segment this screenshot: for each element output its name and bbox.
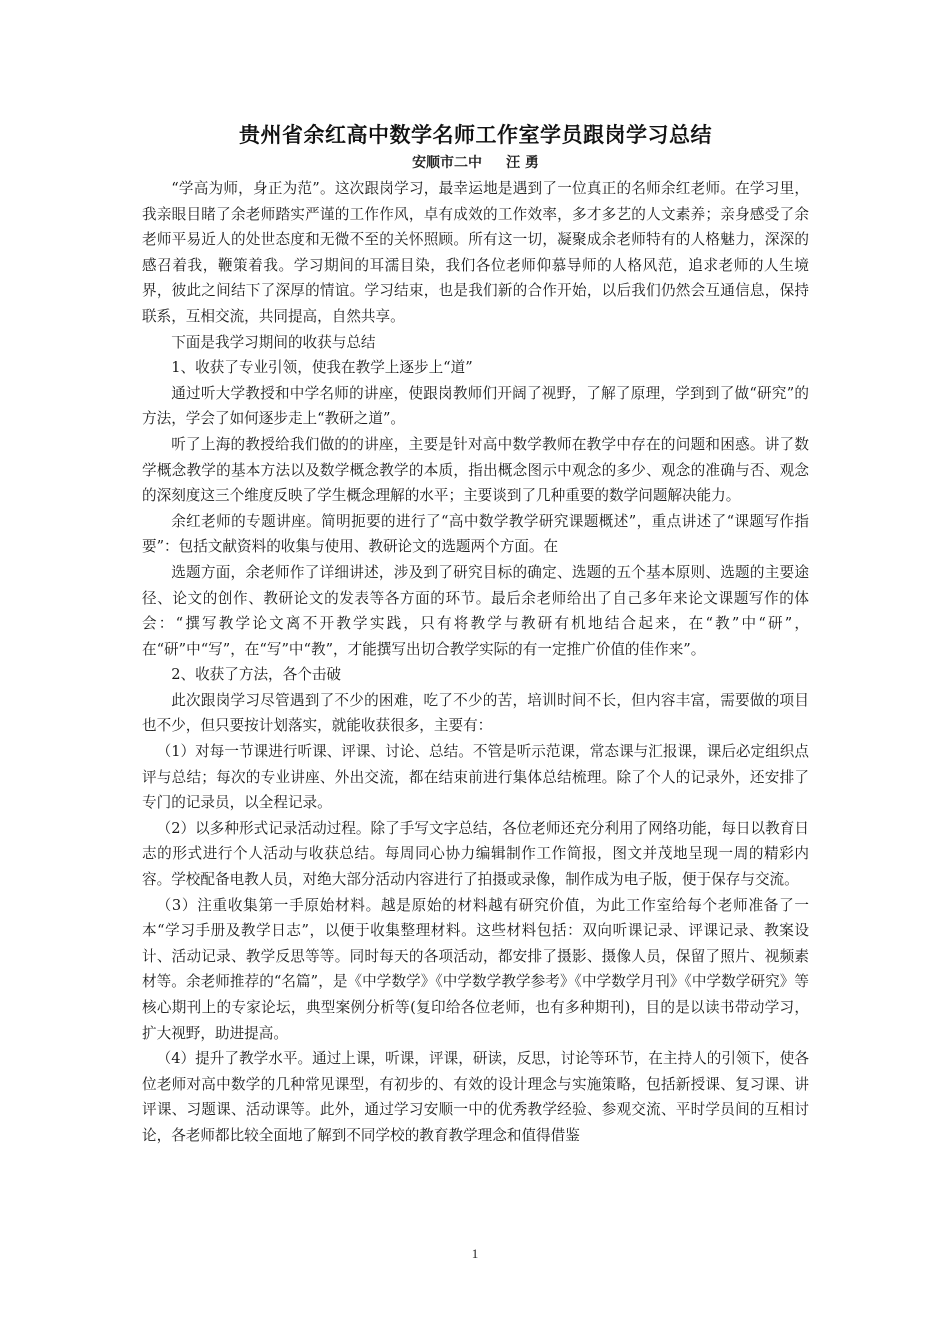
paragraph: 通过听大学教授和中学名师的讲座，使跟岗教师们开阔了视野，了解了原理，学到到了做“研究”的方法，学会了如何逐步走上“教研之道”。 xyxy=(142,384,809,428)
list-item: （3）注重收集第一手原始材料。越是原始的材料越有研究价值，为此工作室给每个老师准备了一本“学习手册及教学日志”，以便于收集整理材料。这些材料包括：双向听课记录、评课记录、教案设计、活动记录、教学反思等等。同时每天的各项活动，都安排了摄影、摄像人员，保留了照片、视频素材等。余老师推荐的“名篇”，是《中学数学》《中学数学教学参考》《中学数学月刊》《中学数学研究》等核心期刊上的专家论坛，典型案例分析等(复印给各位老师，也有多种期刊)，目的是以读书带动学习，扩大视野，助进提高。 xyxy=(142,896,809,1042)
document-body xyxy=(142,118,809,1149)
section-heading: 2、收获了方法，各个击破 xyxy=(171,666,342,684)
paragraph: 此次跟岗学习尽管遇到了不少的困难，吃了不少的苦，培训时间不长，但内容丰富，需要做的项目也不少，但只要按计划落实，就能收获很多，主要有： xyxy=(142,691,809,735)
page-number: 1 xyxy=(471,1246,479,1261)
paragraph: 选题方面，余老师作了详细讲述，涉及到了研究目标的确定、选题的五个基本原则、选题的主要途径、论文的创作、教研论文的发表等各方面的环节。最后余老师给出了自己多年来论文课题写作的体会：“撰写教学论文离不开教学实践，只有将教学与教研有机地结合起来，在“教”中“研”，在“研”中“写”，在“写”中“教”，才能撰写出切合教学实际的有一定推广价值的佳作来”。 xyxy=(142,563,809,658)
paragraph: “学高为师，身正为范”。这次跟岗学习，最幸运地是遇到了一位真正的名师余红老师。在学习里，我亲眼目睹了余老师踏实严谨的工作作风，卓有成效的工作效率，多才多艺的人文素养；亲身感受了余老师平易近人的处世态度和无微不至的关怀照顾。所有这一切，凝聚成余老师特有的人格魅力，深深的感召着我，鞭策着我。学习期间的耳濡目染，我们各位老师仰慕导师的人格风范，追求老师的人生境界，彼此之间结下了深厚的情谊。学习结束，也是我们新的合作开始，以后我们仍然会互通信息，保持联系，互相交流，共同提高，自然共享。 xyxy=(142,180,809,325)
document-title: 贵州省余红高中数学名师工作室学员跟岗学习总结 xyxy=(239,123,712,147)
paragraph: 下面是我学习期间的收获与总结 xyxy=(171,333,376,351)
list-item: （1）对每一节课进行听课、评课、讨论、总结。不管是听示范课，常态课与汇报课，课后必定组织点评与总结；每次的专业讲座、外出交流，都在结束前进行集体总结梳理。除了个人的记录外，还安排了专门的记录员，以全程记录。 xyxy=(142,743,809,812)
section-heading: 1、收获了专业引领，使我在教学上逐步上“道” xyxy=(171,359,473,377)
list-item: （4）提升了教学水平。通过上课，听课，评课，研读，反思，讨论等环节，在主持人的引领下，使各位老师对高中数学的几种常见课型，有初步的、有效的设计理念与实施策略，包括新授课、复习课、讲评课、习题课、活动课等。此外，通过学习安顺一中的优秀教学经验、参观交流、平时学员间的互相讨论，各老师都比较全面地了解到不同学校的教育教学理念和值得借鉴 xyxy=(142,1050,809,1144)
author-name: 汪 勇 xyxy=(506,155,539,171)
author-school: 安顺市二中 xyxy=(412,155,483,171)
list-item: （2）以多种形式记录活动过程。除了手写文字总结，各位老师还充分利用了网络功能，每日以教育日志的形式进行个人活动与收获总结。每周同心协力编辑制作工作简报，图文并茂地呈现一周的精彩内容。学校配备电教人员，对绝大部分活动内容进行了拍摄或录像，制作成为电子版，便于保存与交流。 xyxy=(142,819,809,889)
author-line xyxy=(142,152,809,174)
paragraph: 听了上海的教授给我们做的的讲座，主要是针对高中数学教师在教学中存在的问题和困惑。讲了数学概念教学的基本方法以及数学概念教学的本质，指出概念图示中观念的多少、观念的准确与否、观念的深刻度这三个维度反映了学生概念理解的水平；主要谈到了几种重要的数学问题解决能力。 xyxy=(142,435,809,505)
paragraph: 余红老师的专题讲座。简明扼要的进行了“高中数学教学研究课题概述”，重点讲述了“课题写作指要”：包括文献资料的收集与使用、教研论文的选题两个方面。在 xyxy=(142,512,809,556)
